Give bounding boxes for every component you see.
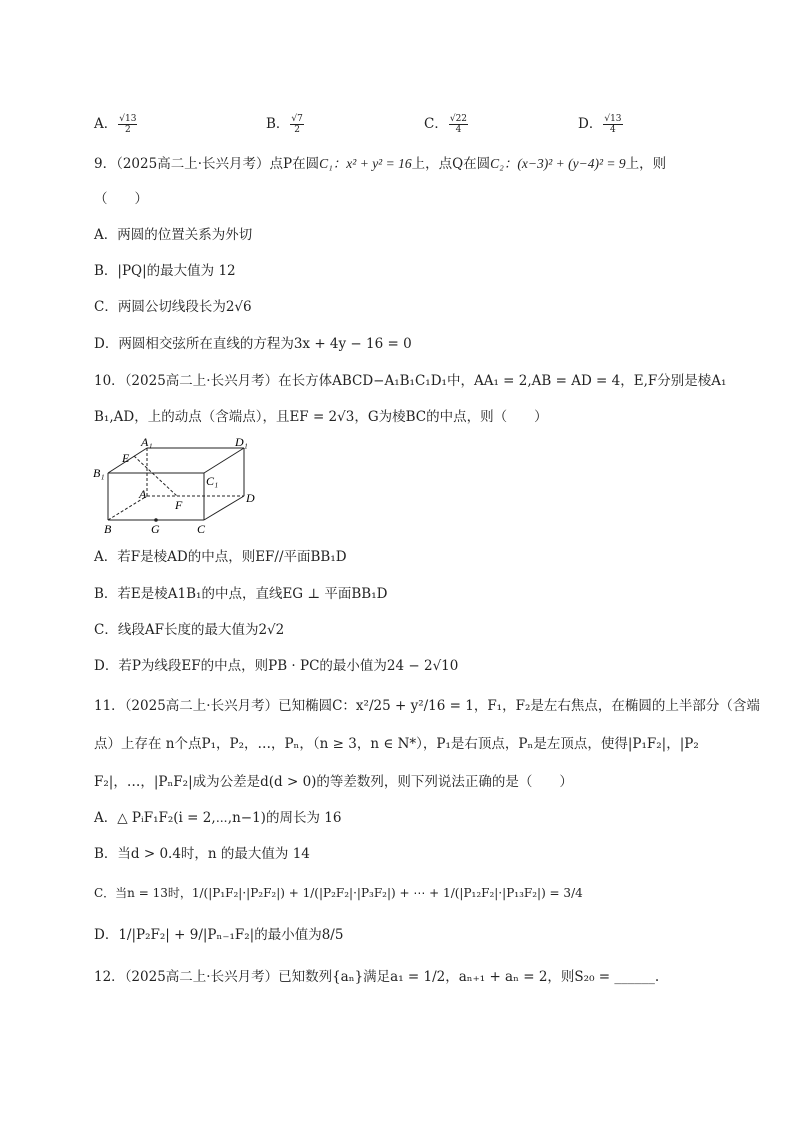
- q10-stem-line1: [94, 372, 726, 390]
- label-c: C: [197, 522, 206, 536]
- question-source: （2025高二上·长兴月考）: [124, 698, 279, 714]
- q11-stem-line2: 点）上存在 n个点P₁，P₂，…，Pₙ，（n ≥ 3，n ∈ N*），P₁是右顶点，Pₙ是左顶点，使得|P₁F₂|，|P₂: [94, 736, 699, 752]
- question-text: 在长方体ABCD−A₁B₁C₁D₁中，AA₁ = 2,AB = AD = 4，E,F分别是棱A₁: [278, 373, 727, 389]
- question-number: 11．: [94, 698, 125, 714]
- q11-stem-line1: [94, 697, 760, 715]
- option-d: [578, 114, 624, 135]
- q9-option-a: A．两圆的位置关系为外切: [94, 227, 253, 243]
- fraction-numerator: √22: [449, 114, 468, 124]
- option-b: [266, 114, 305, 135]
- question-text: 已知数列{aₙ}满足a₁ = 1/2，aₙ₊₁ + aₙ = 2，则S₂₀ = ______.: [278, 969, 660, 985]
- q9-option-d: D．两圆相交弦所在直线的方程为3x + 4y − 16 = 0: [94, 336, 412, 352]
- label-b1: B₁: [93, 466, 105, 480]
- fraction-numerator: √13: [604, 114, 622, 124]
- q10-option-b: B．若E是棱A1B₁的中点，直线EG ⊥ 平面BB₁D: [94, 586, 388, 602]
- option-label: B．: [266, 116, 290, 132]
- label-d: D: [246, 491, 255, 505]
- q11-option-b: B．当d > 0.4时，n 的最大值为 14: [94, 846, 310, 862]
- question-number: 9．: [94, 156, 117, 172]
- question-source: （2025高二上·长兴月考）: [124, 373, 279, 389]
- fraction-denominator: 2: [124, 125, 131, 135]
- q10-option-d: D．若P为线段EF的中点，则PB · PC的最小值为24 − 2√10: [94, 658, 459, 674]
- question-text: 上，则: [625, 156, 667, 172]
- fraction: [118, 114, 137, 135]
- edge-c1d1: [204, 448, 244, 473]
- question-text: 已知椭圆C：x²/25 + y²/16 = 1，F₁，F₂是左右焦点，在椭圆的上半部分（含端: [278, 698, 760, 714]
- fraction-denominator: 2: [294, 125, 301, 135]
- fraction-numerator: √13: [119, 114, 137, 124]
- q11-stem-line3: F₂|，…，|PₙF₂|成为公差是d(d > 0)的等差数列，则下列说法正确的是（ ）: [94, 774, 573, 790]
- q11-option-c: C．当n = 13时，1/(|P₁F₂|·|P₂F₂|) + 1/(|P₂F₂|·|P₃F₂|) + ⋯ + 1/(|P₁₂F₂|·|P₁₃F₂|) = 3/4: [94, 886, 583, 900]
- label-a1: A₁: [141, 436, 153, 449]
- q10-option-c: C．线段AF长度的最大值为2√2: [94, 622, 285, 638]
- fraction: [603, 114, 622, 135]
- q10-stem-line2: B₁,AD，上的动点（含端点），且EF = 2√3，G为棱BC的中点，则（ ）: [94, 409, 548, 425]
- q11-option-a: A．△ PᵢF₁F₂(i = 2,⋯,n−1)的周长为 16: [94, 810, 342, 826]
- option-label: D．: [578, 116, 603, 132]
- question-number: 12．: [94, 969, 125, 985]
- label-d1: D₁: [235, 436, 248, 449]
- q9-option-b: B．|PQ|的最大值为 12: [94, 263, 236, 279]
- fraction: [290, 114, 303, 135]
- fraction-denominator: 4: [455, 125, 462, 135]
- q9-option-c: C．两圆公切线段长为2√6: [94, 299, 252, 315]
- label-c1: C₁: [206, 474, 219, 488]
- question-text: 点P在圆: [269, 156, 320, 172]
- q11-option-d: D．1/|P₂F₂| + 9/|Pₙ₋₁F₂|的最小值为8/5: [94, 927, 344, 943]
- question-text: 上，点Q在圆: [411, 156, 491, 172]
- cuboid-figure: [90, 436, 260, 538]
- edge-cd: [204, 496, 244, 520]
- question-number: 10．: [94, 373, 125, 389]
- option-label: C．: [424, 116, 448, 132]
- option-c: [424, 114, 469, 135]
- question-source: （2025高二上·长兴月考）: [116, 156, 270, 172]
- math-expression: C₁：x² + y² = 16: [319, 156, 412, 171]
- fraction-denominator: 4: [610, 125, 616, 135]
- fraction: [449, 114, 468, 135]
- label-e: E: [122, 451, 130, 465]
- label-b: B: [104, 522, 112, 536]
- option-a: [94, 114, 138, 135]
- math-expression: C₂：(x−3)² + (y−4)² = 9: [490, 156, 626, 171]
- q10-option-a: A．若F是棱AD的中点，则EF//平面BB₁D: [94, 549, 347, 565]
- q12-stem: [94, 968, 659, 986]
- q9-paren: （ ）: [94, 191, 148, 207]
- label-a: A: [139, 487, 147, 501]
- fraction-numerator: √7: [291, 114, 303, 124]
- question-source: （2025高二上·长兴月考）: [124, 969, 279, 985]
- q9-stem: [94, 155, 666, 173]
- label-g: G: [151, 522, 160, 536]
- label-f: F: [175, 498, 183, 512]
- option-label: A．: [94, 116, 118, 132]
